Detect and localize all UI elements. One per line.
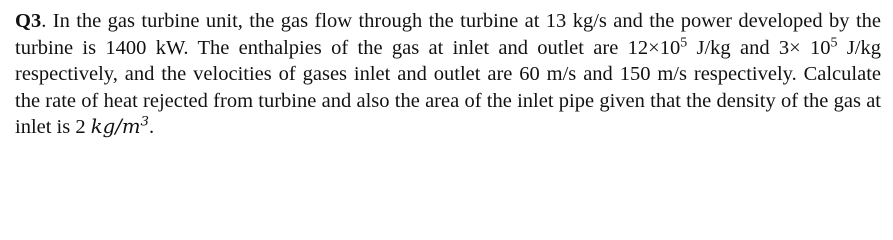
enthalpy-outlet-exponent: 5 [830,34,838,50]
enthalpy-inlet-base: 10 [659,36,681,59]
density-unit-base: kg/m [90,115,141,138]
question-ending: . [149,116,155,138]
density-unit [91,115,149,138]
density-unit-exponent: 3 [140,114,150,130]
question-intro: . In the gas turbine unit, the gas flow through the turbine at 13 kg/s and the power developed by the turbine is 1400 kW. The enthalpies of the gas at inlet and outlet are 12× [15,10,881,59]
enthalpy-inlet-unit: J/kg and 3× [687,36,811,59]
question-middle: J/kg respectively, and the velocities of gases inlet and outlet are 60 m/s and 150 m/s respectively. Calculate the rate of heat rejected from turbine and also the area of the inlet pipe given that the density of the gas at inlet is 2 [15,36,881,138]
question-number: Q3 [15,10,42,32]
enthalpy-inlet-exponent: 5 [680,34,688,50]
enthalpy-outlet-base: 10 [810,36,831,59]
question-text [15,8,881,141]
